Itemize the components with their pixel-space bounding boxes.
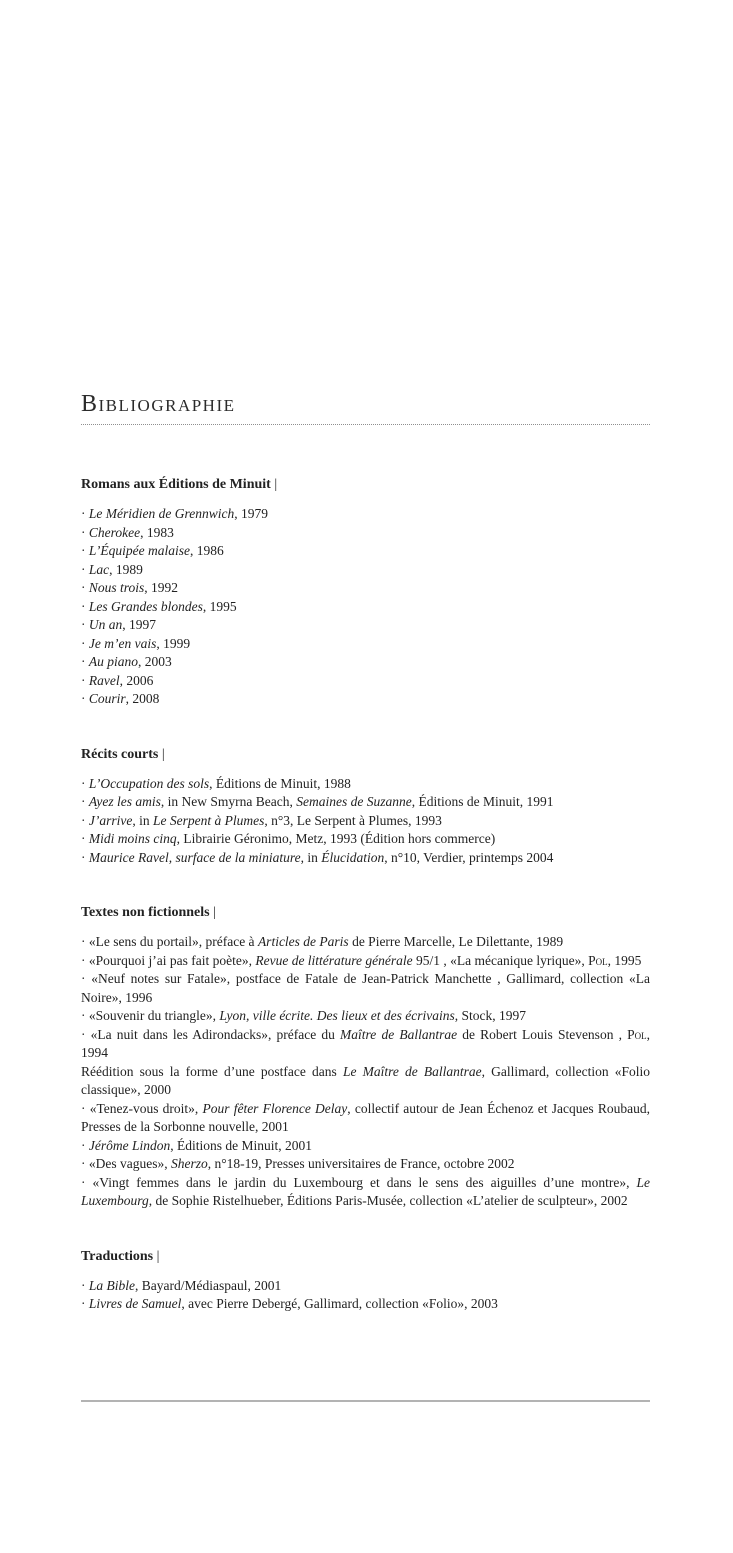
entry-segment: 95/1 , «La mécanique lyrique», xyxy=(412,952,589,968)
entry-segment: L’Équipée malaise xyxy=(88,543,190,558)
bullet-dot: · xyxy=(81,1296,89,1311)
entry-segment: Un an xyxy=(88,617,123,632)
heading-bar: | xyxy=(270,477,278,492)
bib-entry xyxy=(81,1137,650,1156)
entry-segment: «Des vagues», xyxy=(88,1156,171,1171)
bullet-dot: · xyxy=(81,849,89,865)
bullet-dot: · xyxy=(81,598,89,614)
section-heading-label: Romans aux Éditions de Minuit xyxy=(81,477,271,492)
bullet-dot: · xyxy=(81,506,89,521)
entry-segment: , 1997 xyxy=(122,617,156,632)
bib-entry xyxy=(81,793,650,812)
entry-segment: , n°18-19, Presses universitaires de France, octobre 2002 xyxy=(207,1156,515,1171)
entry-segment: La Bible xyxy=(88,1277,135,1293)
section-heading xyxy=(81,475,650,494)
bibliography-sections xyxy=(81,475,650,1314)
entry-segment: Le Luxembourg xyxy=(81,1174,650,1208)
entry-segment: , Bayard/Médiaspaul, 2001 xyxy=(135,1277,282,1293)
bib-entry xyxy=(81,970,650,1007)
bib-entry xyxy=(81,505,650,524)
entry-segment: , 1983 xyxy=(140,524,174,540)
entry-segment: Le Serpent à Plumes xyxy=(153,812,265,828)
entry-segment: , 1992 xyxy=(144,580,179,595)
entry-list xyxy=(81,775,650,868)
bib-entry xyxy=(81,579,650,598)
entry-segment: , 1979 xyxy=(234,506,268,521)
entry-segment: «Pourquoi j’ai pas fait poète», xyxy=(88,952,256,968)
section-heading xyxy=(81,745,650,764)
bib-entry xyxy=(81,830,650,849)
bib-section xyxy=(81,745,650,868)
entry-segment: , Librairie Géronimo, Metz, 1993 (Édition hors commerce) xyxy=(176,831,496,846)
bib-entry xyxy=(81,1063,650,1100)
entry-segment: , avec Pierre Debergé, Gallimard, collection «Folio», 2003 xyxy=(181,1296,498,1311)
entry-segment: Pol xyxy=(588,952,608,968)
entry-segment: , Stock, 1997 xyxy=(454,1008,527,1023)
entry-list xyxy=(81,933,650,1211)
bibliography-content xyxy=(81,389,650,1314)
entry-segment: Revue de littérature générale xyxy=(255,952,413,968)
section-heading-label: Récits courts xyxy=(81,746,159,762)
bib-entry xyxy=(81,1295,650,1314)
entry-segment: Ayez les amis xyxy=(88,794,161,809)
entry-segment: , in xyxy=(300,849,322,865)
bib-section xyxy=(81,1247,650,1314)
bib-entry xyxy=(81,812,650,831)
bullet-dot: · xyxy=(81,775,89,791)
bib-entry xyxy=(81,1026,650,1063)
entry-segment: , n°10, Verdier, printemps 2004 xyxy=(384,849,554,865)
bullet-dot: · xyxy=(81,654,89,669)
entry-segment: «Vingt femmes dans le jardin du Luxembourg et dans le sens des aiguilles d’une montre», xyxy=(92,1174,637,1190)
heading-bar: | xyxy=(158,746,165,762)
bullet-dot: · xyxy=(81,1008,89,1023)
bib-entry xyxy=(81,933,650,952)
entry-segment: , n°3, Le Serpent à Plumes, 1993 xyxy=(264,812,442,828)
entry-segment: «Tenez-vous droit», xyxy=(89,1100,203,1116)
entry-segment: Ravel xyxy=(88,672,120,688)
entry-segment: Jérôme Lindon xyxy=(88,1137,171,1153)
bullet-dot: · xyxy=(81,1174,93,1190)
entry-segment: Pour fêter Florence Delay xyxy=(202,1100,348,1116)
bib-entry xyxy=(81,952,650,971)
bib-entry xyxy=(81,616,650,635)
section-heading xyxy=(81,1247,650,1266)
bib-entry xyxy=(81,1100,650,1137)
entry-segment: , in New Smyrna Beach, xyxy=(160,794,297,809)
bullet-dot: · xyxy=(81,1100,90,1116)
entry-segment: Sherzo xyxy=(170,1156,208,1171)
entry-segment: «La nuit dans les Adirondacks», préface du xyxy=(90,1026,341,1042)
bullet-dot: · xyxy=(81,831,89,846)
entry-segment: Je m’en vais xyxy=(88,635,157,651)
bullet-dot: · xyxy=(81,952,89,968)
bullet-dot: · xyxy=(81,1026,91,1042)
bib-section xyxy=(81,475,650,709)
entry-segment: L’Occupation des sols xyxy=(88,775,210,791)
bib-entry xyxy=(81,690,650,709)
entry-segment: Lyon, ville écrite. Des lieux et des écrivains xyxy=(219,1008,455,1023)
entry-segment: , Gallimard, collection «Folio classique», 2000 xyxy=(81,1063,650,1097)
bib-entry xyxy=(81,1007,650,1026)
bib-section xyxy=(81,903,650,1211)
bullet-dot: · xyxy=(81,672,89,688)
bullet-dot: · xyxy=(81,1277,89,1293)
section-heading-label: Textes non fictionnels xyxy=(81,905,210,920)
bullet-dot: · xyxy=(81,561,89,577)
entry-segment: «Souvenir du triangle», xyxy=(88,1008,220,1023)
entry-list xyxy=(81,1277,650,1314)
bullet-dot: · xyxy=(81,812,89,828)
entry-segment: , Éditions de Minuit, 1991 xyxy=(411,794,554,809)
bullet-dot: · xyxy=(81,691,89,706)
bullet-dot: · xyxy=(81,1137,89,1153)
entry-segment: , 1995 xyxy=(202,598,237,614)
bib-entry xyxy=(81,775,650,794)
section-heading xyxy=(81,903,650,922)
entry-segment: Les Grandes blondes xyxy=(88,598,203,614)
entry-segment: , 1999 xyxy=(156,635,191,651)
entry-segment: Le Maître de Ballantrae xyxy=(342,1063,482,1079)
entry-segment: Lac xyxy=(88,561,110,577)
bullet-dot: · xyxy=(81,580,89,595)
bullet-dot: · xyxy=(81,635,89,651)
entry-segment: , 2008 xyxy=(125,691,160,706)
bib-entry xyxy=(81,598,650,617)
entry-segment: Pol xyxy=(627,1026,647,1042)
entry-segment: , 1989 xyxy=(109,561,143,577)
entry-segment: Le Méridien de Grennwich xyxy=(88,506,235,521)
footer-rule xyxy=(81,1400,650,1402)
entry-segment: Maurice Ravel, surface de la miniature xyxy=(88,849,301,865)
entry-segment: , collectif autour de Jean Échenoz et Jacques Roubaud, Presses de la Sorbonne nouvelle, 2001 xyxy=(81,1100,651,1134)
entry-segment: Réédition sous la forme d’une postface dans xyxy=(81,1063,343,1079)
entry-segment: , de Sophie Ristelhueber, Éditions Paris-Musée, collection «L’atelier de sculpteur», 2002 xyxy=(148,1193,628,1208)
bib-entry xyxy=(81,1155,650,1174)
entry-segment: , 1986 xyxy=(189,543,224,558)
heading-bar: | xyxy=(209,905,216,920)
bib-entry xyxy=(81,561,650,580)
entry-segment: de Pierre Marcelle, Le Dilettante, 1989 xyxy=(348,934,564,949)
bullet-dot: · xyxy=(81,971,92,986)
bib-entry xyxy=(81,672,650,691)
entry-segment: J’arrive xyxy=(88,812,133,828)
entry-segment: Articles de Paris xyxy=(257,934,349,949)
entry-segment: de Robert Louis Stevenson , xyxy=(457,1026,628,1042)
bullet-dot: · xyxy=(81,524,89,540)
entry-segment: , Éditions de Minuit, 1988 xyxy=(209,775,351,791)
entry-segment: , 2006 xyxy=(119,672,154,688)
entry-segment: Midi moins cinq xyxy=(88,831,177,846)
entry-segment: Semaines de Suzanne xyxy=(296,794,412,809)
bib-entry xyxy=(81,849,650,868)
entry-segment: Élucidation xyxy=(321,849,385,865)
entry-segment: , 1995 xyxy=(607,952,642,968)
entry-segment: , in xyxy=(132,812,153,828)
bullet-dot: · xyxy=(81,1156,89,1171)
bullet-dot: · xyxy=(81,794,89,809)
bib-entry xyxy=(81,1277,650,1296)
bib-entry xyxy=(81,542,650,561)
entry-segment: Cherokee xyxy=(88,524,141,540)
bullet-dot: · xyxy=(81,543,89,558)
bib-entry xyxy=(81,653,650,672)
bib-entry xyxy=(81,524,650,543)
entry-segment: , 1994 xyxy=(81,1026,651,1060)
entry-segment: , 2003 xyxy=(138,654,172,669)
entry-segment: Au piano xyxy=(88,654,138,669)
entry-segment: Maître de Ballantrae xyxy=(340,1026,458,1042)
bib-entry xyxy=(81,635,650,654)
section-heading-label: Traductions xyxy=(81,1248,154,1264)
bullet-dot: · xyxy=(81,617,89,632)
entry-list xyxy=(81,505,650,709)
entry-segment: Courir xyxy=(88,691,126,706)
entry-segment: Nous trois xyxy=(88,580,145,595)
bib-entry xyxy=(81,1174,650,1211)
entry-segment: «Le sens du portail», préface à xyxy=(88,934,258,949)
entry-segment: , Éditions de Minuit, 2001 xyxy=(170,1137,312,1153)
bullet-dot: · xyxy=(81,934,89,949)
dotted-divider xyxy=(81,424,650,425)
entry-segment: Livres de Samuel xyxy=(88,1296,182,1311)
heading-bar: | xyxy=(153,1248,160,1264)
page-title: Bibliographie xyxy=(81,391,236,417)
entry-segment: «Neuf notes sur Fatale», postface de Fatale de Jean-Patrick Manchette , Gallimard, collection «La Noire», 1996 xyxy=(81,971,650,1005)
